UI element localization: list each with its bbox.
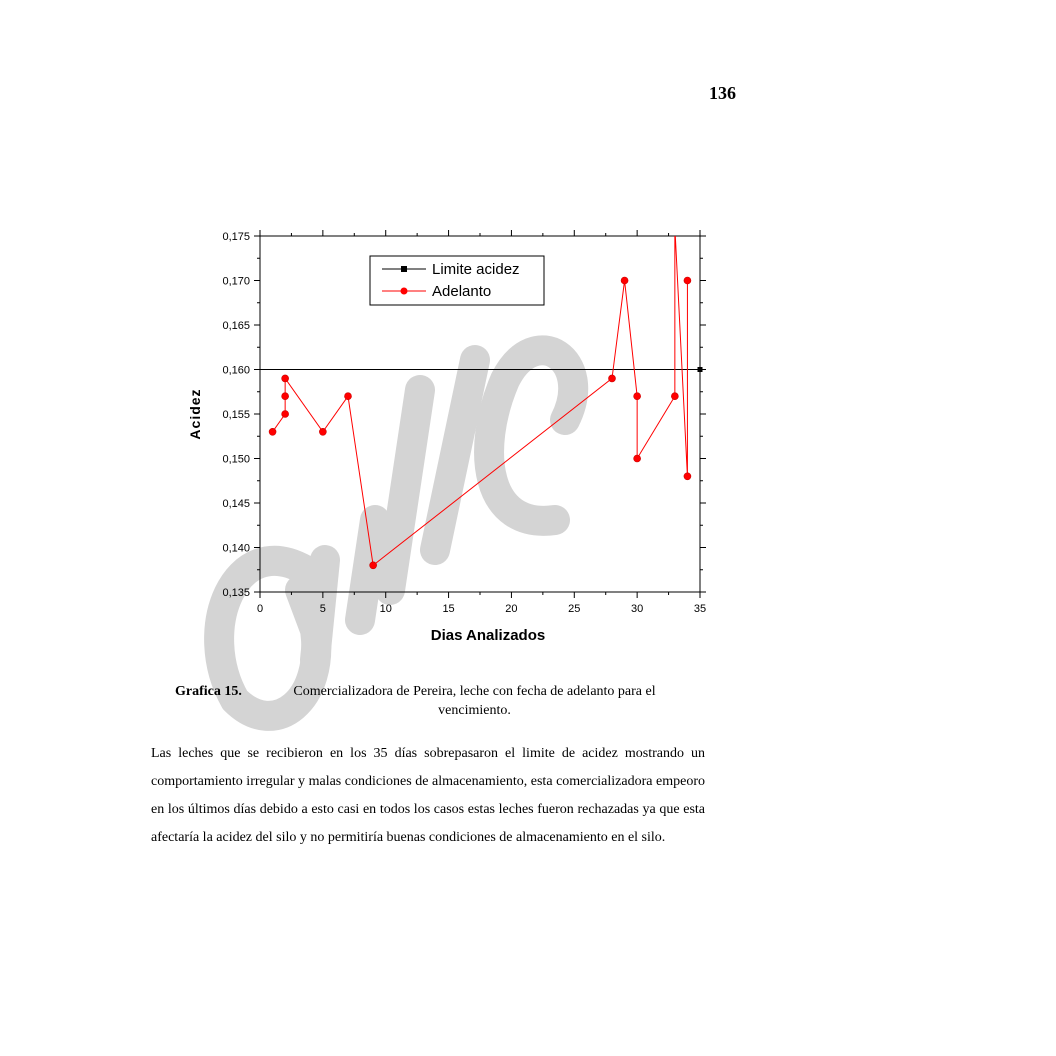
x-tick-label: 0 [256, 603, 264, 615]
data-point [345, 393, 352, 400]
data-point [370, 562, 377, 569]
data-point [684, 277, 691, 284]
y-tick-label: 0,175 [222, 231, 250, 243]
y-tick-label: 0,145 [222, 498, 250, 510]
data-point [671, 393, 678, 400]
legend-label: Limite acidez [432, 261, 520, 278]
legend-marker [401, 266, 407, 272]
data-point [698, 367, 703, 372]
x-tick-label: 25 [568, 603, 581, 615]
x-tick-label: 10 [379, 603, 392, 615]
y-tick-label: 0,140 [222, 542, 250, 555]
legend-marker [401, 288, 408, 295]
y-tick-label: 0,165 [222, 320, 250, 332]
y-tick-label: 0,150 [222, 453, 250, 466]
y-axis-title: Acidez [187, 388, 203, 440]
caption-text: Comercializadora de Pereira, leche con fecha de adelanto para el vencimiento. [293, 684, 656, 718]
body-paragraph: Las leches que se recibieron en los 35 días sobrepasaron el limite de acidez mostrando un comportamiento irregular y malas condiciones de almacenamiento, esta comercializadora empeoro en los últimos días debido a esto casi en todos los casos estas leches fueron rechazadas ya que esta afectaría la acidez del silo y no permitiría buenas condiciones de almacenamiento en el silo. [151, 746, 705, 845]
y-tick-label: 0,170 [222, 275, 250, 288]
x-tick-label: 30 [631, 603, 644, 615]
data-point [634, 393, 641, 400]
data-point [609, 375, 616, 382]
acidez-chart [150, 215, 730, 655]
data-point [282, 393, 289, 400]
data-point [269, 428, 276, 435]
data-point [282, 375, 289, 382]
x-tick-label: 15 [442, 603, 455, 615]
x-tick-label: 5 [319, 603, 326, 615]
x-tick-label: 35 [693, 603, 707, 615]
y-tick-label: 0,135 [222, 587, 250, 599]
x-tick-label: 20 [505, 603, 518, 615]
page-number: 136 [709, 83, 736, 103]
y-tick-label: 0,155 [222, 409, 250, 421]
data-point [282, 411, 289, 418]
data-point [621, 277, 628, 284]
x-axis-title: Dias Analizados [430, 627, 546, 644]
legend-label: Adelanto [432, 283, 492, 300]
data-point [684, 473, 691, 480]
data-point [319, 428, 326, 435]
data-point [634, 455, 641, 462]
y-tick-label: 0,160 [222, 364, 250, 377]
caption-label: Grafica 15. [175, 684, 242, 699]
